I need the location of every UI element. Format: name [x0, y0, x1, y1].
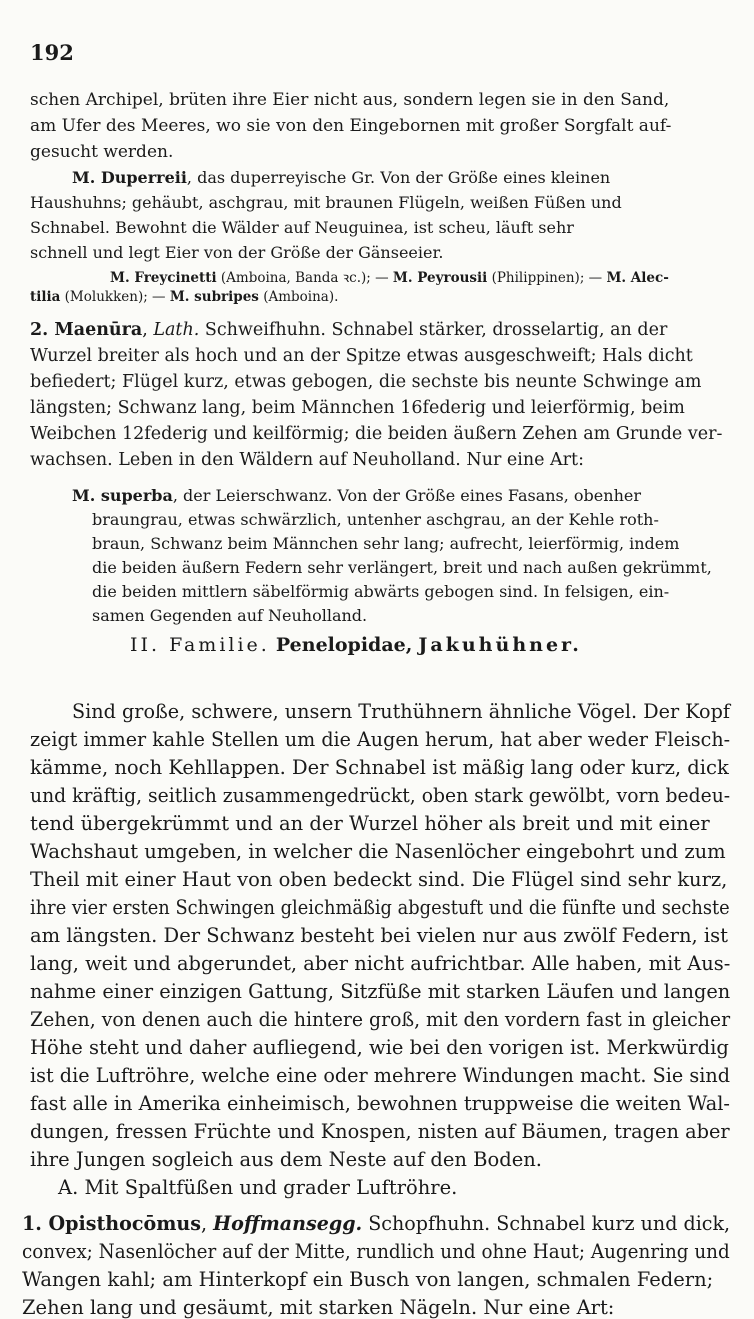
text-segment: und kräftig, seitlich zusammengedrückt, oben stark gewölbt, vorn bedeu-	[30, 784, 731, 807]
text-line	[30, 289, 338, 305]
text-segment: M. Peyrousii	[392, 270, 488, 286]
text-segment: Zehen lang und gesäumt, mit starken Nägeln. Nur eine Art:	[22, 1296, 615, 1319]
text-line	[30, 952, 730, 975]
text-segment: ist die Luftröhre, welche eine oder mehrere Windungen macht. Sie sind	[30, 1064, 731, 1087]
text-segment: M. superba	[72, 486, 173, 505]
text-segment: (Philippinen); —	[487, 270, 607, 286]
text-line	[30, 90, 669, 110]
text-line	[22, 1240, 730, 1263]
text-segment: Wurzel breiter als hoch und an der Spitze etwas ausgeschweift; Hals dicht	[30, 346, 693, 366]
text-line	[30, 218, 574, 237]
text-segment: lang, weit und abgerundet, aber nicht aufrichtbar. Alle haben, mit Aus-	[30, 952, 731, 975]
text-line	[30, 398, 685, 418]
text-segment: ,	[200, 1212, 214, 1235]
text-segment: Wachshaut umgeben, in welcher die Nasenlöcher eingebohrt und zum	[30, 840, 726, 863]
text-segment: tilia	[30, 289, 61, 305]
text-segment: , das duperreyische Gr. Von der Größe eines kleinen	[186, 168, 611, 187]
text-line	[92, 534, 679, 553]
text-line	[30, 1120, 730, 1143]
text-segment: Schopfhuhn. Schnabel kurz und dick,	[362, 1212, 731, 1235]
text-segment: Weibchen 12federig und keilförmig; die beiden äußern Zehen am Grunde ver-	[30, 424, 723, 444]
text-segment: braungrau, etwas schwärzlich, untenher aschgrau, an der Kehle roth-	[92, 510, 659, 529]
text-line	[92, 558, 712, 577]
text-segment: Schnabel. Bewohnt die Wälder auf Neuguinea, ist scheu, läuft sehr	[30, 218, 574, 237]
text-segment: tend übergekrümmt und an der Wurzel höher als breit und mit einer	[30, 812, 710, 835]
text-line	[30, 346, 693, 366]
text-segment: ,	[142, 320, 154, 340]
text-segment: M. Freycinetti	[110, 270, 217, 286]
text-segment: gesucht werden.	[30, 142, 174, 162]
text-segment: Theil mit einer Haut von oben bedeckt sind. Die Flügel sind sehr kurz,	[30, 868, 728, 891]
text-segment: (Molukken); —	[60, 289, 170, 305]
text-segment: convex; Nasenlöcher auf der Mitte, rundlich und ohne Haut; Augenring und	[22, 1240, 730, 1263]
text-line	[22, 1212, 730, 1235]
text-line	[30, 424, 722, 444]
text-segment: am Ufer des Meeres, wo sie von den Eingebornen mit großer Sorgfalt auf-	[30, 116, 672, 136]
text-segment: samen Gegenden auf Neuholland.	[92, 606, 368, 625]
text-segment: Wangen kahl; am Hinterkopf ein Busch von langen, schmalen Federn;	[22, 1268, 714, 1291]
text-line	[58, 1176, 457, 1199]
text-line	[30, 320, 667, 340]
text-line	[30, 372, 702, 392]
text-segment: kämme, noch Kehllappen. Der Schnabel ist mäßig lang oder kurz, dick	[30, 756, 729, 779]
text-line	[30, 1008, 730, 1031]
text-segment: Haushuhns; gehäubt, aschgrau, mit braunen Flügeln, weißen Füßen und	[30, 193, 622, 212]
text-line	[30, 896, 730, 919]
text-segment: zeigt immer kahle Stellen um die Augen herum, hat aber weder Fleisch-	[30, 728, 731, 751]
text-segment: M. Alec-	[606, 270, 669, 286]
page-number: 192	[30, 40, 74, 65]
text-segment: 2. Maenūra	[30, 320, 143, 340]
text-line	[30, 812, 710, 835]
text-segment: nahme einer einzigen Gattung, Sitzfüße mit starken Läufen und langen	[30, 980, 731, 1003]
text-line	[30, 1092, 730, 1115]
text-segment: Zehen, von denen auch die hintere groß, mit den vordern fast in gleicher	[30, 1008, 731, 1031]
text-segment: befiedert; Flügel kurz, etwas gebogen, die sechste bis neunte Schwinge am	[30, 372, 702, 392]
text-line	[30, 193, 622, 212]
text-line	[30, 784, 730, 807]
text-segment: die beiden äußern Federn sehr verlängert, breit und nach außen gekrümmt,	[92, 558, 712, 577]
text-segment: fast alle in Amerika einheimisch, bewohnen truppweise die weiten Wal-	[30, 1092, 730, 1115]
text-segment: längsten; Schwanz lang, beim Männchen 16federig und leierförmig, beim	[30, 398, 685, 418]
text-segment: M. Duperreii	[72, 168, 187, 187]
text-line	[30, 980, 730, 1003]
text-line	[92, 606, 367, 625]
text-line	[72, 700, 730, 723]
text-segment: dungen, fressen Früchte und Knospen, nisten auf Bäumen, tragen aber	[30, 1120, 730, 1143]
family-heading	[130, 634, 582, 656]
text-segment: am längsten. Der Schwanz besteht bei vielen nur aus zwölf Federn, ist	[30, 924, 728, 947]
text-line	[30, 1148, 542, 1171]
text-segment: 1. Opisthocōmus	[22, 1212, 201, 1235]
text-line	[30, 142, 173, 162]
text-segment: schen Archipel, brüten ihre Eier nicht aus, sondern legen sie in den Sand,	[30, 90, 670, 110]
text-line	[92, 582, 669, 601]
text-segment: (Amboina, Banda ꝛc.); —	[216, 270, 393, 286]
text-line	[30, 116, 671, 136]
text-segment: braun, Schwanz beim Männchen sehr lang; aufrecht, leierförmig, indem	[92, 534, 680, 553]
text-line	[30, 868, 727, 891]
text-line	[30, 924, 728, 947]
heading-prefix: II. Familie.	[130, 634, 270, 656]
text-segment: A. Mit Spaltfüßen und grader Luftröhre.	[58, 1176, 458, 1199]
text-segment: schnell und legt Eier von der Größe der Gänseeier.	[30, 243, 444, 262]
text-segment: Sind große, schwere, unsern Truthühnern ähnliche Vögel. Der Kopf	[72, 700, 730, 723]
text-line	[30, 1064, 730, 1087]
text-segment: Lath.	[153, 320, 200, 340]
text-line	[30, 1036, 729, 1059]
text-segment: wachsen. Leben in den Wäldern auf Neuholland. Nur eine Art:	[30, 450, 584, 470]
text-line	[30, 728, 730, 751]
text-segment: Schweifhuhn. Schnabel stärker, drosselartig, an der	[199, 320, 668, 340]
heading-family-name: Penelopidae,	[275, 634, 413, 656]
text-segment: Hoffmansegg.	[213, 1212, 363, 1235]
text-line	[30, 243, 443, 262]
text-line	[72, 486, 641, 505]
text-line	[30, 756, 729, 779]
text-segment: M. subripes	[169, 289, 259, 305]
text-line	[30, 840, 726, 863]
text-segment: Höhe steht und daher aufliegend, wie bei den vorigen ist. Merkwürdig	[30, 1036, 729, 1059]
text-line	[30, 450, 584, 470]
text-segment: ihre vier ersten Schwingen gleichmäßig abgestuft und die fünfte und sechste	[30, 896, 730, 919]
text-segment: die beiden mittlern säbelförmig abwärts gebogen sind. In felsigen, ein-	[92, 582, 670, 601]
text-segment: ihre Jungen sogleich aus dem Neste auf den Boden.	[30, 1148, 543, 1171]
text-segment: , der Leierschwanz. Von der Größe eines Fasans, obenher	[172, 486, 641, 505]
heading-common-name: Jakuhühner.	[418, 634, 582, 656]
text-line	[22, 1296, 614, 1319]
text-line	[92, 510, 659, 529]
text-line	[22, 1268, 713, 1291]
text-segment: (Amboina).	[258, 289, 339, 305]
text-line	[110, 268, 669, 286]
text-line	[72, 168, 610, 187]
